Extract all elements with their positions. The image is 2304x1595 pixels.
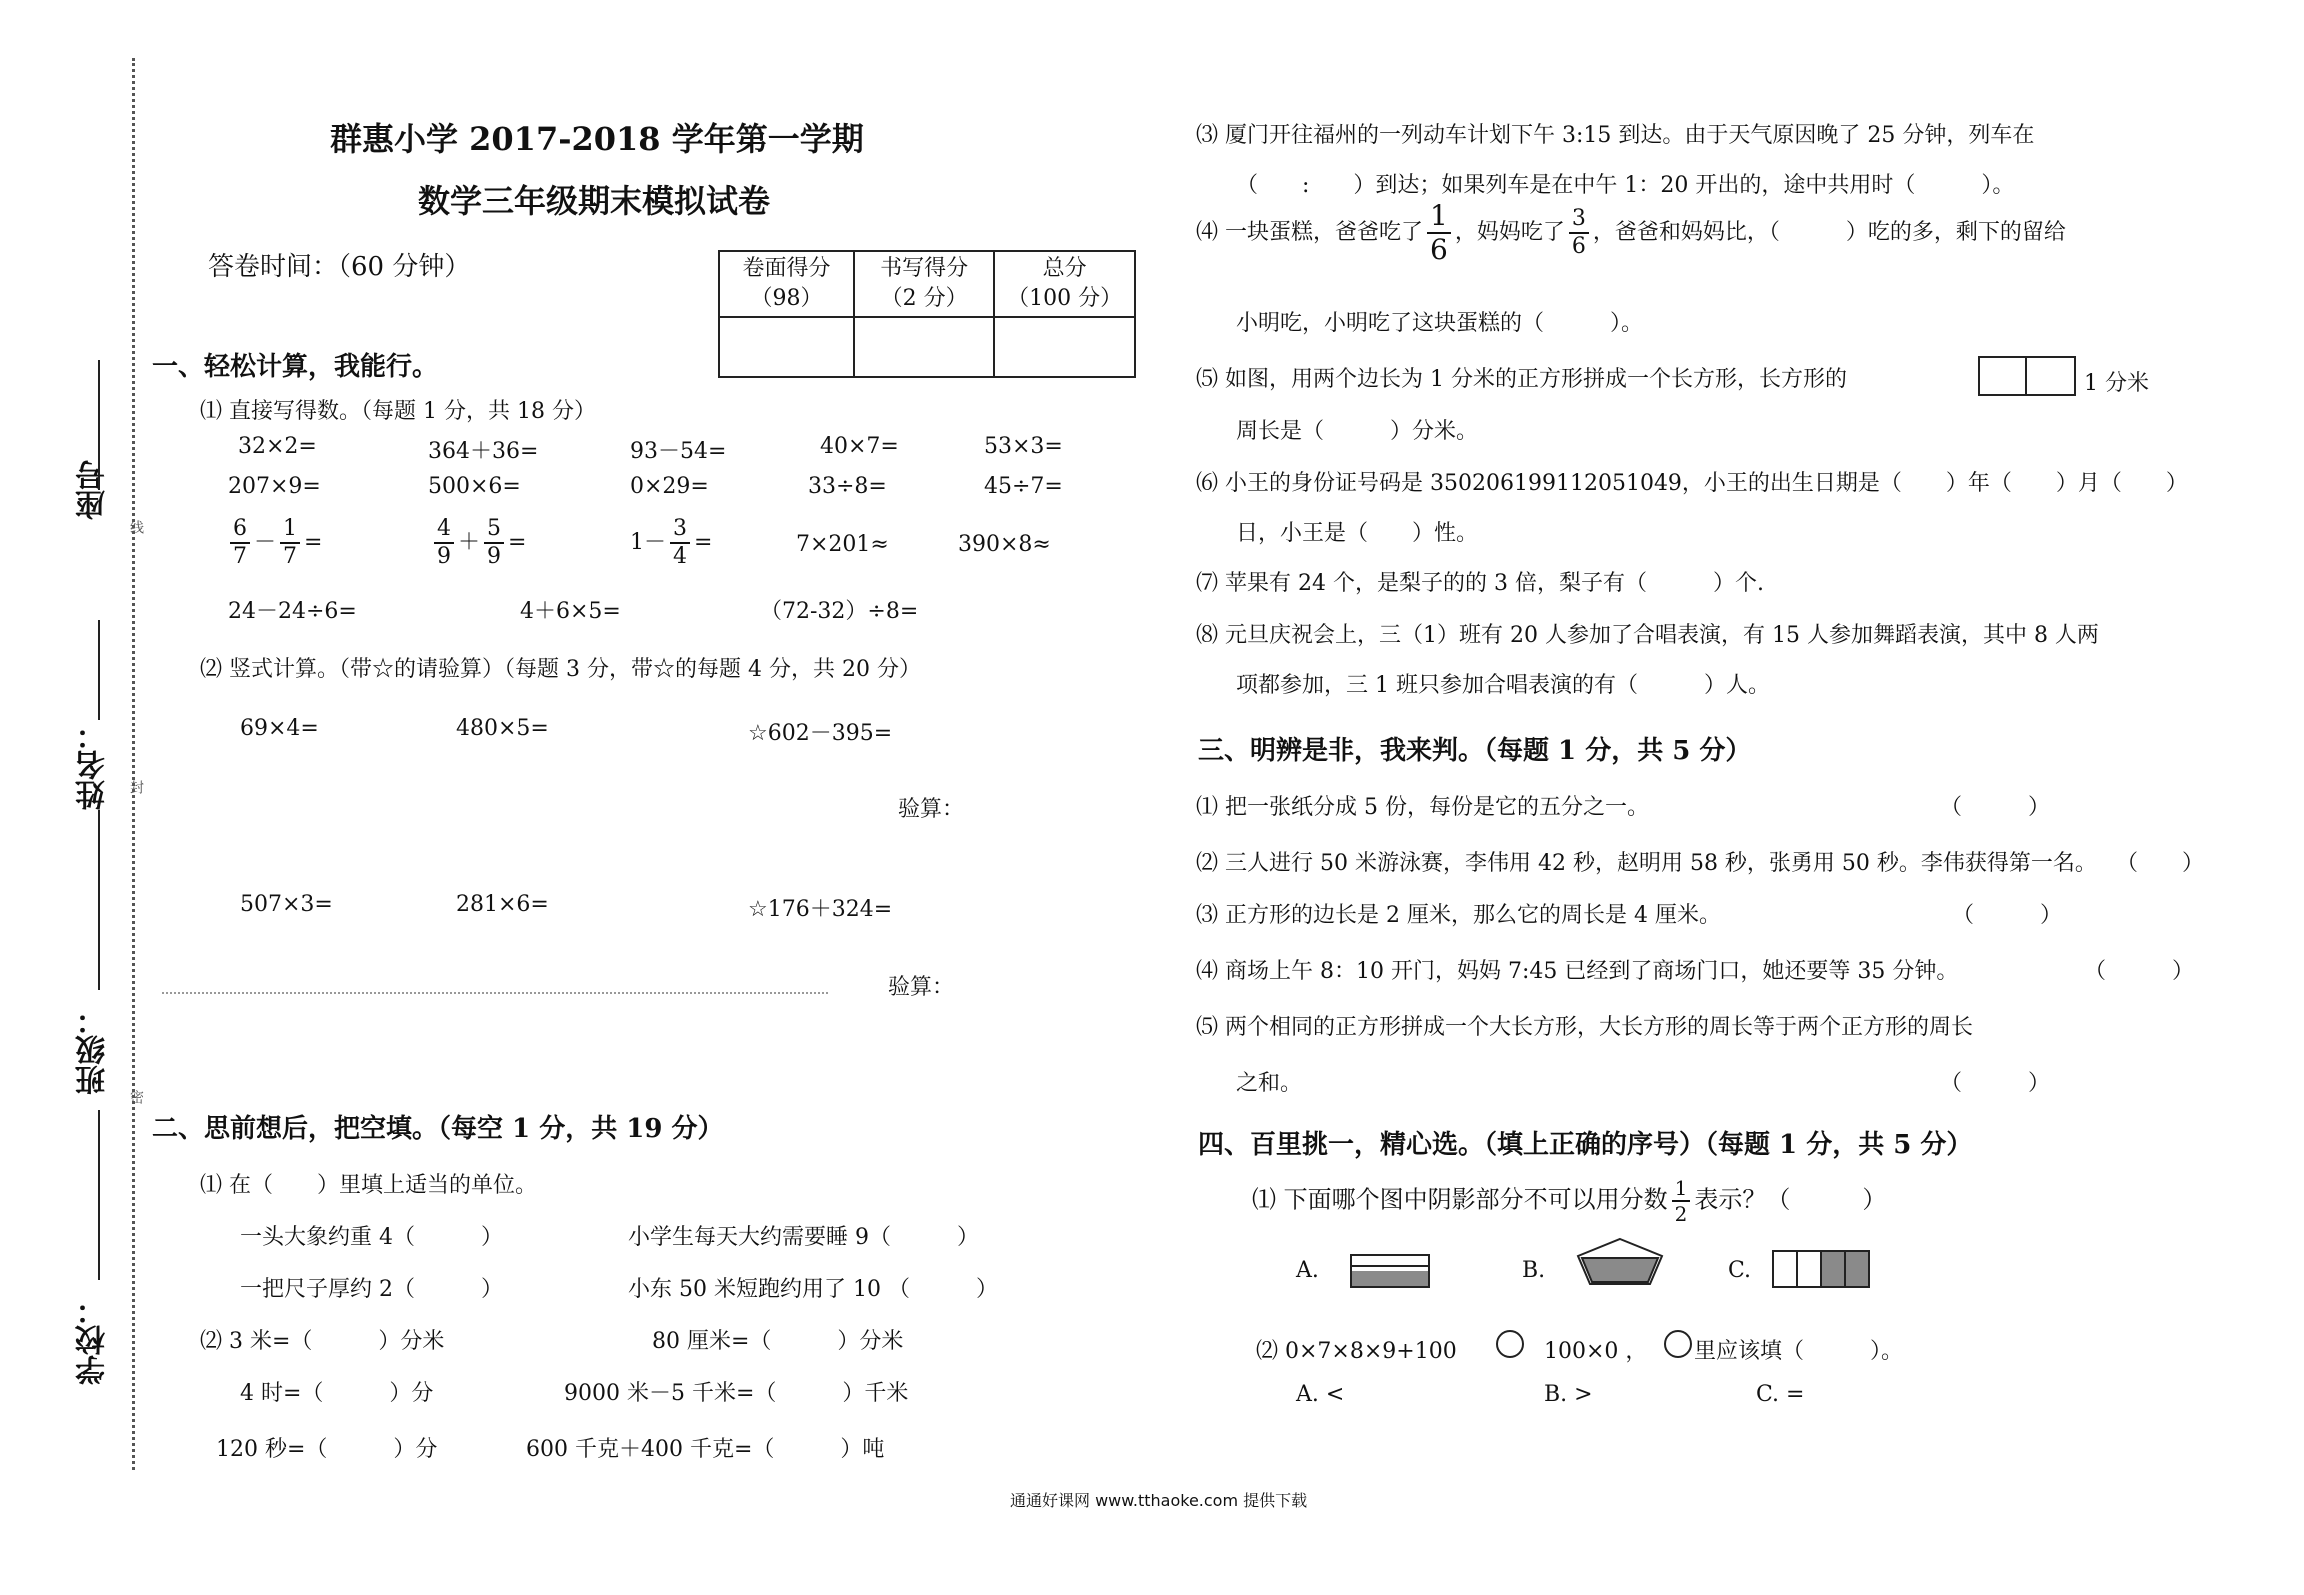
choice-q2-part2: 100×0 ， [1544,1339,1648,1364]
convert-item-1: ⑵ 3 米=（ ）分米 [200,1329,445,1354]
tf-item-1: ⑴ 把一张纸分成 5 份，每份是它的五分之一。 [1196,795,1649,820]
vert-1-2: 480×5= [456,716,549,741]
score-header-total: 总分 （100 分） [994,251,1135,317]
seat-label: 座号 [76,460,111,520]
calc-3-3: 1－ $\frac{3}{4}$ = [630,516,713,569]
calc-3-4: 7×201≈ [796,532,889,557]
q4-line-2: 小明吃，小明吃了这块蛋糕的（ ）。 [1236,311,1644,336]
calc-4-2: 4＋6×5= [520,599,621,624]
dotted-separator [162,992,828,994]
section2-q1-label: ⑴ 在（ ）里填上适当的单位。 [200,1173,537,1198]
two-squares-rectangle [1978,356,2076,396]
calc-1-2: 364＋36= [428,439,539,464]
school-underline [98,1110,100,1280]
class-underline [98,810,100,990]
convert-item-6: 600 千克＋400 千克=（ ）吨 [526,1437,885,1462]
q8-line-2: 项都参加，三 1 班只参加合唱表演的有（ ）人。 [1236,673,1770,698]
tf-item-4: ⑷ 商场上午 8：10 开门，妈妈 7:45 已经到了商场门口，她还要等 35 分钟。 [1196,959,1959,984]
unit-item-4: 小东 50 米短跑约用了 10 （ ） [628,1277,998,1302]
score-cell-paper[interactable] [719,317,854,377]
school-label: 学校： [76,1295,111,1385]
section1-q1-label: ⑴ 直接写得数。（每题 1 分，共 18 分） [200,399,596,424]
score-header-paper: 卷面得分 （98） [719,251,854,317]
section2-title: 二、思前想后，把空填。（每空 1 分，共 19 分） [152,1114,724,1144]
q4-line-1: ⑷ 一块蛋糕，爸爸吃了 $\frac{1}{6}$ ，妈妈吃了 $\frac{3}{6}$ ，爸爸和妈妈比，（ ）吃的多，剩下的留给 [1196,199,2066,266]
tf-item-2: ⑵ 三人进行 50 米游泳赛，李伟用 42 秒，赵明用 58 秒，张勇用 50 秒。李伟获得第一名。 [1196,851,2097,876]
convert-item-4: 9000 米－5 千米=（ ）千米 [564,1381,909,1406]
exam-time: 答卷时间：（60 分钟） [208,252,471,282]
square-divider [2025,356,2027,394]
q8-line-1: ⑻ 元旦庆祝会上，三（1）班有 20 人参加了合唱表演，有 15 人参加舞蹈表演，其中 8 人两 [1196,623,2099,648]
check-label-2: 验算： [888,975,955,1000]
seal-word-line: 线 [128,520,144,534]
tf-item-3: ⑶ 正方形的边长是 2 厘米，那么它的周长是 4 厘米。 [1196,903,1721,928]
vert-2-2: 281×6= [456,892,549,917]
score-table [718,250,1136,378]
section1-title: 一、轻松计算，我能行。 [152,352,439,382]
footer-credit: 通通好课网 www.tthaoke.com 提供下载 [1010,1491,1308,1510]
name-underline [98,620,100,720]
seal-word-secret: 密 [128,1090,144,1104]
convert-item-5: 120 秒=（ ）分 [216,1437,438,1462]
calc-1-4: 40×7= [820,434,899,459]
calc-2-1: 207×9= [228,474,321,499]
tf-paren-1[interactable]: （ ） [1940,795,2051,820]
q3-line-1: ⑶ 厦门开往福州的一列动车计划下午 3:15 到达。由于天气原因晚了 25 分钟，列车在 [1196,123,2035,148]
q7: ⑺ 苹果有 24 个，是梨子的的 3 倍，梨子有（ ）个. [1196,571,1764,596]
calc-3-2: $\frac{4}{9}$ ＋ $\frac{5}{9}$ = [430,518,526,568]
binding-dotted-line [132,58,135,1470]
circle-icon [1664,1330,1692,1358]
choice-c[interactable]: C. = [1756,1382,1805,1407]
calc-1-1: 32×2= [238,434,317,459]
tf-paren-5[interactable]: （ ） [1940,1071,2051,1096]
tf-paren-4[interactable]: （ ） [2084,959,2195,984]
blank-circle-icon[interactable] [1496,1330,1524,1358]
section1-q2-label: ⑵ 竖式计算。（带☆的请验算）（每题 3 分，带☆的每题 4 分，共 20 分） [200,657,921,682]
q5-line-2: 周长是（ ）分米。 [1236,419,1479,444]
unit-item-1: 一头大象约重 4（ ） [240,1225,503,1250]
choice-q2-part3: 里应该填（ ）。 [1694,1339,1904,1364]
class-label: 班级： [76,1005,111,1095]
choice-a[interactable]: A. < [1296,1382,1345,1407]
calc-1-3: 93－54= [630,439,727,464]
check-label-1: 验算： [898,797,965,822]
unit-item-3: 一把尺子厚约 2（ ） [240,1277,503,1302]
title-line-2: 数学三年级期末模拟试卷 [418,182,771,220]
calc-2-2: 500×6= [428,474,521,499]
choice-q2-part1: ⑵ 0×7×8×9+100 [1256,1339,1457,1364]
tf-item-5: ⑸ 两个相同的正方形拼成一个大长方形，大长方形的周长等于两个正方形的周长 [1196,1015,1973,1040]
score-cell-writing[interactable] [854,317,994,377]
choice-b[interactable]: B. > [1544,1382,1593,1407]
tf-paren-2[interactable]: （ ） [2116,851,2205,876]
option-a-shaded-rectangle[interactable] [1350,1254,1430,1288]
tf-item-5-line-2: 之和。 [1236,1071,1303,1096]
option-a-divider [1350,1265,1428,1267]
q6-line-1: ⑹ 小王的身份证号码是 350206199112051049，小王的出生日期是（ ）年（ ）月（ ） [1196,471,2188,496]
option-a-label: A. [1296,1258,1319,1283]
choice-q1: ⑴ 下面哪个图中阴影部分不可以用分数 $\frac{1}{2}$ 表示？（ ） [1252,1176,1887,1226]
calc-2-4: 33÷8= [808,474,887,499]
convert-item-3: 4 时=（ ）分 [240,1381,434,1406]
seal-word-seal: 封 [128,780,144,794]
calc-4-3: （72-32）÷8= [760,599,919,624]
calc-2-5: 45÷7= [984,474,1063,499]
unit-item-2: 小学生每天大约需要睡 9（ ） [628,1225,979,1250]
vert-1-3: ☆602－395= [748,721,893,746]
calc-4-1: 24－24÷6= [228,599,357,624]
q3-line-2: （ : ）到达；如果列车是在中午 1：20 开出的，途中共用时（ ）。 [1236,173,2015,198]
vert-2-1: 507×3= [240,892,333,917]
option-c-label: C. [1728,1258,1752,1283]
option-b-pentagon[interactable] [1574,1236,1666,1288]
section4-title: 四、百里挑一，精心选。（填上正确的序号）（每题 1 分，共 5 分） [1198,1130,1973,1160]
calc-1-5: 53×3= [984,434,1063,459]
title-line-1: 群惠小学 2017-2018 学年第一学期 [330,120,864,158]
calc-2-3: 0×29= [630,474,709,499]
calc-3-1: $\frac{6}{7}$ － $\frac{1}{7}$ = [226,518,322,568]
tf-paren-3[interactable]: （ ） [1952,903,2063,928]
section3-title: 三、明辨是非，我来判。（每题 1 分，共 5 分） [1198,736,1752,766]
q5-unit: 1 分米 [2084,371,2149,396]
q5-line-1: ⑸ 如图，用两个边长为 1 分米的正方形拼成一个长方形，长方形的 [1196,367,1847,392]
seat-underline [98,360,100,490]
name-label: 姓名： [76,720,111,810]
score-cell-total[interactable] [994,317,1135,377]
calc-3-5: 390×8≈ [958,532,1051,557]
q6-line-2: 日，小王是（ ）性。 [1236,521,1479,546]
convert-item-2: 80 厘米=（ ）分米 [652,1329,904,1354]
vert-1-1: 69×4= [240,716,319,741]
score-header-writing: 书写得分 （2 分） [854,251,994,317]
vert-2-3: ☆176＋324= [748,897,893,922]
option-b-label: B. [1522,1258,1546,1283]
